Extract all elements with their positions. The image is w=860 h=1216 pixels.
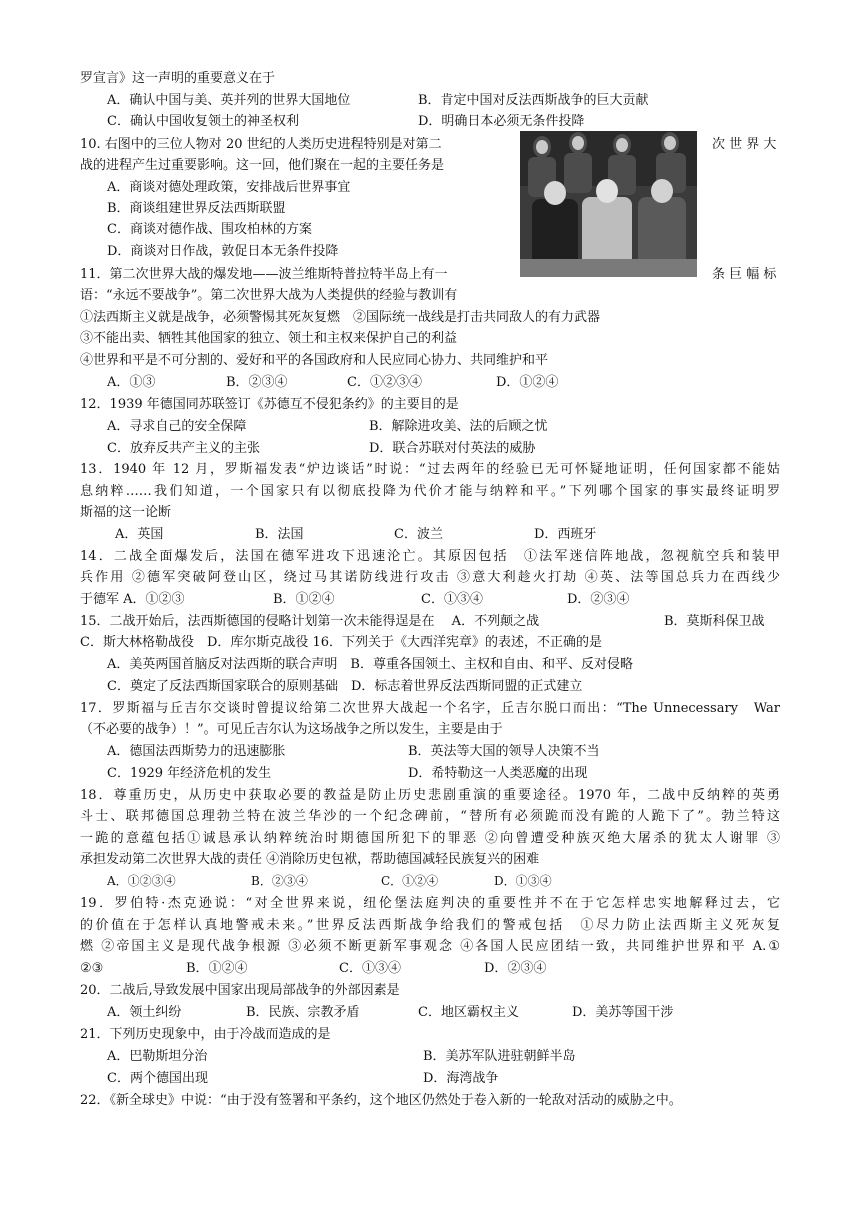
yalta-conference-photo bbox=[520, 131, 697, 277]
option-c: C．地区霸权主义 bbox=[418, 1005, 519, 1020]
text-line: （不必要的战争）！”。可见丘吉尔认为这场战争之所以发生，主要是由于 bbox=[80, 722, 503, 737]
option-a: A．确认中国与美、英并列的世界大国地位 bbox=[107, 93, 351, 108]
option-a: A．领土纠纷 bbox=[107, 1005, 182, 1020]
option-b: B．美苏军队进驻朝鲜半岛 bbox=[423, 1049, 576, 1064]
option-c: C．①③④ bbox=[339, 961, 401, 976]
question-21: 21．下列历史现象中，由于冷战而造成的是 bbox=[80, 1027, 331, 1042]
option-d: D．②③④ bbox=[484, 961, 547, 976]
question-19: 19．罗伯特·杰克逊说：“对全世界来说，纽伦堡法庭判决的重要性并不在于它怎样忠实地解释过去，它 bbox=[80, 896, 780, 911]
option-b: B．法国 bbox=[255, 527, 304, 542]
text-line: 燃 ②帝国主义是现代战争根源 ③必须不断更新军事观念 ④各国人民应团结一致，共同维护世界和平 A.① bbox=[80, 939, 780, 954]
option-d: D．海湾战争 bbox=[423, 1071, 499, 1086]
question-17: 17．罗斯福与丘吉尔交谈时曾提议给第二次世界大战起一个名字，丘吉尔脱口而出：“The Unnecessary War bbox=[80, 701, 780, 716]
text-line: 次 世 界 大 bbox=[712, 137, 777, 152]
question-12: 12．1939 年德国同苏联签订《苏德互不侵犯条约》的主要目的是 bbox=[80, 397, 459, 412]
option-d: D．商谈对日作战，敦促日本无条件投降 bbox=[107, 244, 339, 259]
option-b: B．①②④ bbox=[273, 592, 335, 607]
option-c: C．商谈对德作战、围攻柏林的方案 bbox=[107, 222, 312, 237]
text-line: 战的进程产生过重要影响。这一回，他们聚在一起的主要任务是 bbox=[80, 158, 445, 173]
text-line: 息纳粹……我们知道，一个国家只有以彻底投降为代价才能与纳粹和平。”下列哪个国家的事实最终证明罗 bbox=[80, 484, 780, 499]
option-a: 于德军 A．①②③ bbox=[80, 592, 185, 607]
option-a: A．商谈对德处理政策，安排战后世界事宜 bbox=[107, 180, 351, 195]
option-a: A．巴勒斯坦分治 bbox=[107, 1049, 208, 1064]
text-line: 承担发动第二次世界大战的责任 ④消除历史包袱，帮助德国减轻民族复兴的困难 bbox=[80, 852, 540, 867]
text-line: 罗宣言》这一声明的重要意义在于 bbox=[80, 71, 276, 86]
option-b: B．莫斯科保卫战 bbox=[664, 614, 765, 629]
text-line: 条 巨 幅 标 bbox=[712, 267, 777, 282]
option-d: D．联合苏联对付英法的威胁 bbox=[369, 441, 536, 456]
option-c: C．①②③④ bbox=[347, 375, 422, 390]
option-cd: C．奠定了反法西斯国家联合的原则基础 D．标志着世界反法西斯同盟的正式建立 bbox=[107, 679, 583, 694]
option-a-cont: ②③ bbox=[80, 961, 104, 976]
option-b: B．②③④ bbox=[251, 874, 308, 888]
option-d: D．美苏等国干涉 bbox=[572, 1005, 674, 1020]
option-b: B．商谈组建世界反法西斯联盟 bbox=[107, 201, 286, 216]
statement-line: ①法西斯主义就是战争，必须警惕其死灰复燃 ②国际统一战线是打击共同敌人的有力武器 bbox=[80, 310, 601, 325]
question-18: 18．尊重历史，从历史中获取必要的教益是防止历史悲剧重演的重要途径。1970 年，二战中反纳粹的英勇 bbox=[80, 788, 780, 803]
option-b: B．解除进攻美、法的后顾之忧 bbox=[369, 419, 548, 434]
option-d: D．希特勒这一人类恶魔的出现 bbox=[408, 766, 588, 781]
question-20: 20．二战后,导致发展中国家出现局部战争的外部因素是 bbox=[80, 983, 400, 998]
text-line: 语：“永远不要战争”。第二次世界大战为人类提供的经验与教训有 bbox=[80, 288, 458, 303]
option-c: C．①③④ bbox=[421, 592, 483, 607]
option-c: C．1929 年经济危机的发生 bbox=[107, 766, 272, 781]
option-d: D．①③④ bbox=[494, 874, 552, 888]
option-d: D．西班牙 bbox=[534, 527, 597, 542]
option-d: D．②③④ bbox=[567, 592, 630, 607]
option-c: C．①②④ bbox=[381, 874, 439, 888]
option-b: B．①②④ bbox=[186, 961, 248, 976]
text-line: 斗士、联邦德国总理勃兰特在波兰华沙的一个纪念碑前，“替所有必须跪而没有跪的人跪下了”。勃兰特这 bbox=[80, 809, 780, 824]
text-line: 一跪的意蕴包括①诚恳承认纳粹统治时期德国所犯下的罪恶 ②向曾遭受种族灭绝大屠杀的犹太人谢罪 ③ bbox=[80, 831, 780, 846]
question-22: 22．《新全球史》中说：“由于没有签署和平条约，这个地区仍然处于卷入新的一轮敌对活动的威胁之中。 bbox=[80, 1093, 682, 1108]
option-b: B．民族、宗教矛盾 bbox=[246, 1005, 360, 1020]
statement-line: ④世界和平是不可分割的、爱好和平的各国政府和人民应同心协力、共同维护和平 bbox=[80, 353, 549, 368]
option-d: D．①②④ bbox=[496, 375, 559, 390]
option-ab: A．美英两国首脑反对法西斯的联合声明 B．尊重各国领土、主权和自由、和平、反对侵略 bbox=[107, 657, 633, 672]
question-14: 14．二战全面爆发后，法国在德军进攻下迅速沦亡。其原因包括 ①法军迷信阵地战，忽视航空兵和装甲 bbox=[80, 549, 780, 564]
option-c: C．两个德国出现 bbox=[107, 1071, 208, 1086]
option-a: A．①③ bbox=[107, 375, 156, 390]
question-16: C．斯大林格勒战役 D．库尔斯克战役 16．下列关于《大西洋宪章》的表述，不正确的是 bbox=[80, 635, 603, 650]
statement-line: ③不能出卖、牺牲其他国家的独立、领土和主权来保护自己的利益 bbox=[80, 331, 458, 346]
option-d: D．明确日本必须无条件投降 bbox=[418, 114, 585, 129]
question-15: 15．二战开始后，法西斯德国的侵略计划第一次未能得逞是在 A．不列颠之战 bbox=[80, 614, 540, 629]
question-10: 10. 右图中的三位人物对 20 世纪的人类历史进程特别是对第二 bbox=[80, 137, 442, 152]
option-c: C．确认中国收复领土的神圣权利 bbox=[107, 114, 299, 129]
question-13: 13．1940 年 12 月，罗斯福发表“炉边谈话”时说：“过去两年的经验已无可怀疑地证明，任何国家都不能姑 bbox=[80, 462, 780, 477]
option-c: C．放弃反共产主义的主张 bbox=[107, 441, 260, 456]
option-a: A．德国法西斯势力的迅速膨胀 bbox=[107, 744, 286, 759]
option-a: A．寻求自己的安全保障 bbox=[107, 419, 247, 434]
text-line: 兵作用 ②德军突破阿登山区，绕过马其诺防线进行攻击 ③意大利趁火打劫 ④英、法等国总兵力在西线少 bbox=[80, 570, 780, 585]
question-11: 11．第二次世界大战的爆发地——波兰维斯特普拉特半岛上有一 bbox=[80, 267, 448, 282]
option-c: C．波兰 bbox=[394, 527, 443, 542]
text-line: 斯福的这一论断 bbox=[80, 505, 172, 520]
text-line: 的价值在于怎样认真地警戒未来。”世界反法西斯战争给我们的警戒包括 ①尽力防止法西斯主义死灰复 bbox=[80, 918, 780, 933]
option-b: B．肯定中国对反法西斯战争的巨大贡献 bbox=[418, 93, 649, 108]
option-b: B．②③④ bbox=[226, 375, 288, 390]
option-a: A．英国 bbox=[115, 527, 164, 542]
option-b: B．英法等大国的领导人决策不当 bbox=[408, 744, 600, 759]
option-a: A．①②③④ bbox=[107, 874, 176, 888]
